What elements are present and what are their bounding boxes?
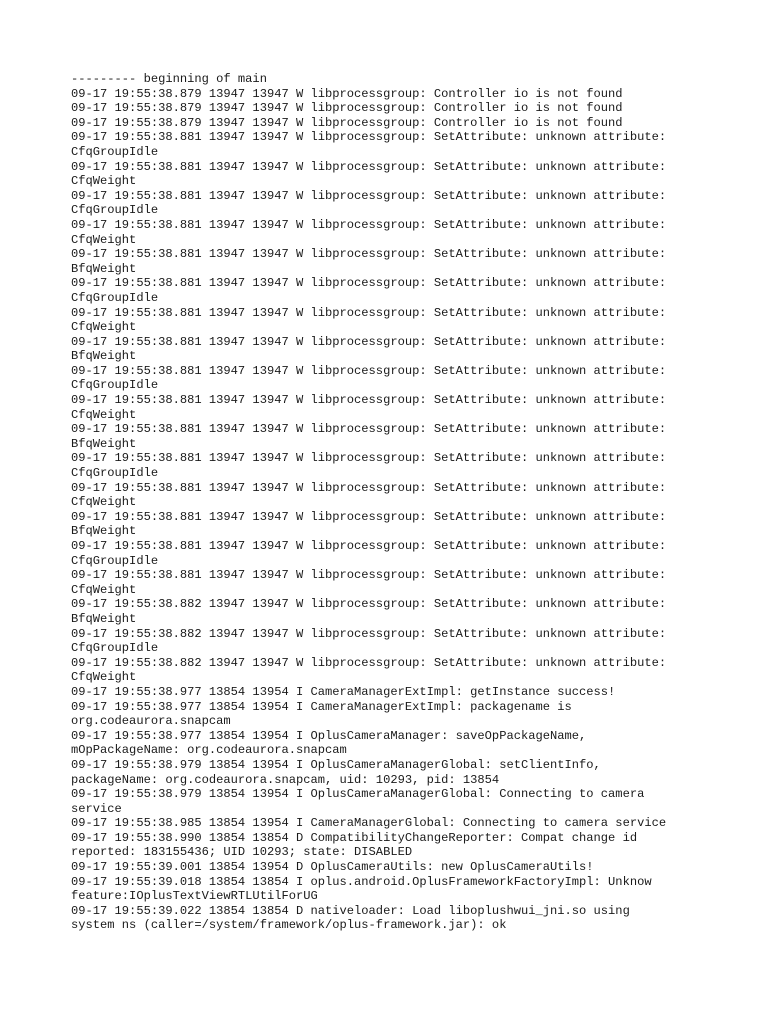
log-line: CfqGroupIdle — [71, 203, 159, 218]
log-line: CfqWeight — [71, 320, 137, 335]
log-line: reported: 183155436; UID 10293; state: DISABLED — [71, 845, 413, 860]
log-line: system ns (caller=/system/framework/oplus-framework.jar): ok — [71, 918, 507, 933]
log-line: CfqWeight — [71, 670, 137, 685]
log-line: BfqWeight — [71, 611, 137, 626]
log-line: 09-17 19:55:38.977 13854 13954 I OplusCameraManager: saveOpPackageName, — [71, 728, 587, 743]
log-line: packageName: org.codeaurora.snapcam, uid: 10293, pid: 13854 — [71, 772, 500, 787]
log-header-line: --------- beginning of main — [71, 72, 267, 86]
log-line: CfqGroupIdle — [71, 144, 159, 159]
log-line: CfqGroupIdle — [71, 290, 159, 305]
log-line: mOpPackageName: org.codeaurora.snapcam — [71, 743, 347, 758]
log-line: 09-17 19:55:38.879 13947 13947 W libprocessgroup: Controller io is not found — [71, 101, 623, 116]
log-line: 09-17 19:55:38.881 13947 13947 W libprocessgroup: SetAttribute: unknown attribute: — [71, 305, 667, 320]
log-line: BfqWeight — [71, 524, 137, 539]
log-line: 09-17 19:55:38.881 13947 13947 W libprocessgroup: SetAttribute: unknown attribute: — [71, 334, 667, 349]
log-line: feature:IOplusTextViewRTLUtilForUG — [71, 889, 318, 904]
log-line: 09-17 19:55:38.881 13947 13947 W libprocessgroup: SetAttribute: unknown attribute: — [71, 509, 667, 524]
log-line: 09-17 19:55:38.881 13947 13947 W libprocessgroup: SetAttribute: unknown attribute: — [71, 539, 667, 553]
log-line: CfqWeight — [71, 582, 137, 597]
log-line: 09-17 19:55:39.001 13854 13954 D OplusCameraUtils: new OplusCameraUtils! — [71, 860, 594, 875]
log-line: service — [71, 801, 122, 816]
log-line: 09-17 19:55:38.881 13947 13947 W libprocessgroup: SetAttribute: unknown attribute: — [71, 480, 667, 495]
log-line: 09-17 19:55:38.882 13947 13947 W libprocessgroup: SetAttribute: unknown attribute: — [71, 626, 667, 641]
log-line: CfqWeight — [71, 407, 137, 422]
log-line: CfqWeight — [71, 495, 137, 510]
log-line: 09-17 19:55:38.881 13947 13947 W libprocessgroup: SetAttribute: unknown attribute: — [71, 217, 667, 232]
log-line: CfqGroupIdle — [71, 641, 159, 656]
log-line: 09-17 19:55:38.881 13947 13947 W libprocessgroup: SetAttribute: unknown attribute: — [71, 422, 667, 437]
log-line: 09-17 19:55:38.881 13947 13947 W libprocessgroup: SetAttribute: unknown attribute: — [71, 451, 667, 466]
log-line: BfqWeight — [71, 436, 137, 451]
log-line: 09-17 19:55:38.879 13947 13947 W libprocessgroup: Controller io is not found — [71, 86, 623, 101]
log-line: 09-17 19:55:38.882 13947 13947 W libprocessgroup: SetAttribute: unknown attribute: — [71, 597, 667, 612]
log-line: org.codeaurora.snapcam — [71, 714, 231, 729]
log-line: 09-17 19:55:38.881 13947 13947 W libprocessgroup: SetAttribute: unknown attribute: — [71, 247, 667, 262]
log-line: CfqGroupIdle — [71, 553, 159, 568]
log-line: 09-17 19:55:38.882 13947 13947 W libprocessgroup: SetAttribute: unknown attribute: — [71, 655, 667, 670]
log-line: CfqGroupIdle — [71, 466, 159, 481]
log-line: 09-17 19:55:38.879 13947 13947 W libprocessgroup: Controller io is not found — [71, 115, 623, 130]
log-line: 09-17 19:55:38.881 13947 13947 W libprocessgroup: SetAttribute: unknown attribute: — [71, 130, 667, 145]
log-line: 09-17 19:55:38.985 13854 13954 I CameraManagerGlobal: Connecting to camera service — [71, 816, 667, 831]
log-line: CfqWeight — [71, 174, 137, 189]
log-line: 09-17 19:55:38.990 13854 13854 D CompatibilityChangeReporter: Compat change id — [71, 830, 638, 845]
log-line: 09-17 19:55:38.881 13947 13947 W libprocessgroup: SetAttribute: unknown attribute: — [71, 363, 667, 378]
log-line: 09-17 19:55:39.018 13854 13854 I oplus.android.OplusFrameworkFactoryImpl: Unknow — [71, 874, 652, 889]
log-line: 09-17 19:55:38.979 13854 13954 I OplusCameraManagerGlobal: setClientInfo, — [71, 757, 601, 772]
log-line: BfqWeight — [71, 261, 137, 276]
log-line: BfqWeight — [71, 349, 137, 364]
log-line: CfqWeight — [71, 232, 137, 247]
log-line: 09-17 19:55:38.979 13854 13954 I OplusCameraManagerGlobal: Connecting to camera — [71, 787, 645, 802]
log-line: 09-17 19:55:38.977 13854 13954 I CameraManagerExtImpl: getInstance success! — [71, 684, 616, 699]
log-line: CfqGroupIdle — [71, 378, 159, 393]
log-line: 09-17 19:55:38.881 13947 13947 W libprocessgroup: SetAttribute: unknown attribute: — [71, 568, 667, 583]
log-document — [71, 72, 761, 933]
log-line: 09-17 19:55:38.977 13854 13954 I CameraManagerExtImpl: packagename is — [71, 699, 572, 714]
log-line: 09-17 19:55:38.881 13947 13947 W libprocessgroup: SetAttribute: unknown attribute: — [71, 393, 667, 408]
log-line: 09-17 19:55:39.022 13854 13854 D nativeloader: Load liboplushwui_jni.so using — [71, 903, 630, 918]
log-line: 09-17 19:55:38.881 13947 13947 W libprocessgroup: SetAttribute: unknown attribute: — [71, 188, 667, 203]
log-line: 09-17 19:55:38.881 13947 13947 W libprocessgroup: SetAttribute: unknown attribute: — [71, 276, 667, 291]
log-line: 09-17 19:55:38.881 13947 13947 W libprocessgroup: SetAttribute: unknown attribute: — [71, 159, 667, 174]
